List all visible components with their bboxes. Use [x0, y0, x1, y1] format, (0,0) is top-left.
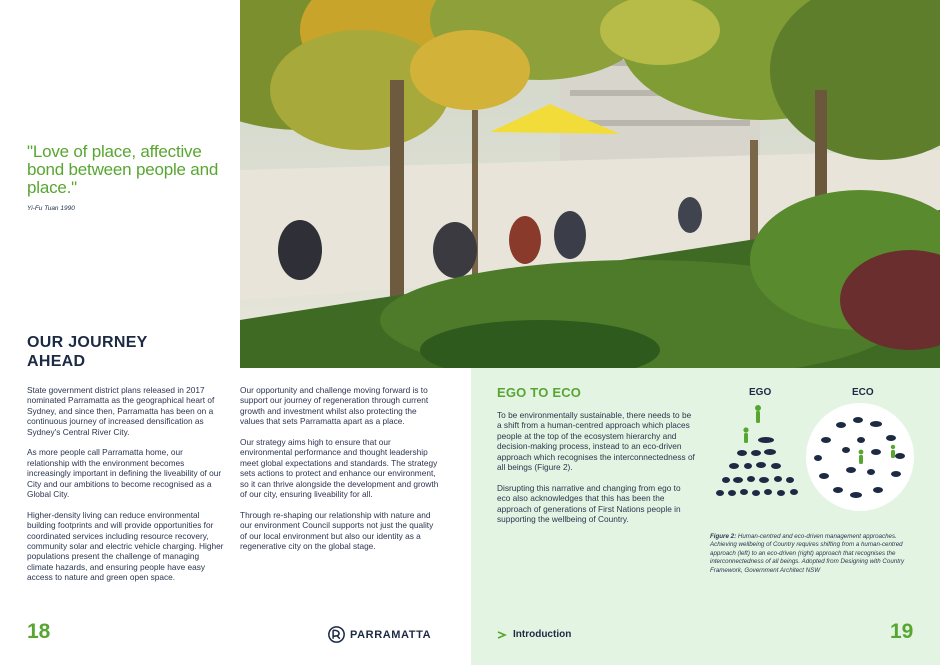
diagram-label-ego: EGO	[749, 387, 772, 398]
caption-text: Human-centred and eco-driven management approaches. Achieving wellbeing of Country requires shifting from a human-centred approach (left) to an eco-driven (right) approach that recognises the interconnectedness of all beings. Adopted from Designing with Country Framework, Government Architect NSW	[710, 533, 905, 574]
section-breadcrumb[interactable]	[497, 629, 571, 640]
page-number-left: 18	[27, 620, 51, 643]
hero-photo	[240, 0, 940, 368]
paragraph: As more people call Parramatta home, our relationship with the environment becomes increasingly important in defining the liveability of our City and our ambitions to become recognised as a Global City.	[27, 447, 222, 500]
paragraph: Higher-density living can reduce environmental building footprints and will provide opportunities for coordinated services including resource recovery, community solar and electric vehicle charging. Higher populations present the challenge of managing climate hazards, and ensuring people have easy access to nature and green open space.	[27, 509, 224, 583]
ego-eco-diagram	[706, 400, 926, 515]
eco-circle-figure	[806, 403, 914, 511]
diagram-label-eco: ECO	[852, 387, 874, 398]
paragraph: To be environmentally sustainable, there needs to be a shift from a human-centred approach which places people at the top of the ecosystem hierarchy and decision-making process, instead to an eco-driven approach which recognises the interconnectedness of all beings (Figure 2).	[497, 410, 695, 473]
paragraph: Disrupting this narrative and changing from ego to eco also acknowledges that this has been the approach of generations of First Nations people in supporting the wellbeing of Country.	[497, 482, 681, 525]
page-number-right: 19	[890, 620, 914, 643]
ego-pyramid-figure	[716, 405, 798, 496]
breadcrumb-label: Introduction	[513, 629, 572, 640]
paragraph: Through re-shaping our relationship with nature and our environment Council supports not just the quality of our local environment but also our identity as a regenerative city on the global stage.	[240, 509, 434, 552]
eco-body	[497, 410, 695, 535]
body-column-1	[27, 385, 225, 593]
quote-author: Yi-Fu Tuan 1990	[27, 205, 75, 212]
logo-wordmark: PARRAMATTA	[350, 628, 432, 641]
body-column-2	[240, 385, 440, 562]
pull-quote: "Love of place, affective bond between people and place."	[27, 142, 219, 197]
caption-label: Figure 2:	[710, 533, 737, 540]
parramatta-logo	[328, 626, 431, 643]
chevron-right-icon	[497, 631, 507, 639]
heading-line-1: OUR JOURNEY	[27, 334, 148, 351]
figure-caption	[710, 533, 914, 575]
logo-mark-icon	[328, 626, 345, 643]
park-plaza-image	[240, 0, 940, 368]
section-title: EGO TO ECO	[497, 385, 582, 400]
paragraph: State government district plans released in 2017 nominated Parramatta as the geographical heart of Sydney, and since then, Parramatta has been on a continuous journey of increased densification as Sydney's Central River City.	[27, 385, 215, 437]
heading-line-2: AHEAD	[27, 353, 86, 370]
paragraph: Our opportunity and challenge moving forward is to support our journey of regeneration through current growth and investment whilst also protecting the values that sets Parramatta apart as a place.	[240, 385, 429, 427]
paragraph: Our strategy aims high to ensure that our environmental performance and thought leadership meet global expectations and standards. The strategy sets actions to protect and enhance our environment, so it can thrive alongside the development and growth of our city, ensuring liveability for all.	[240, 437, 439, 500]
page-heading	[27, 333, 227, 371]
